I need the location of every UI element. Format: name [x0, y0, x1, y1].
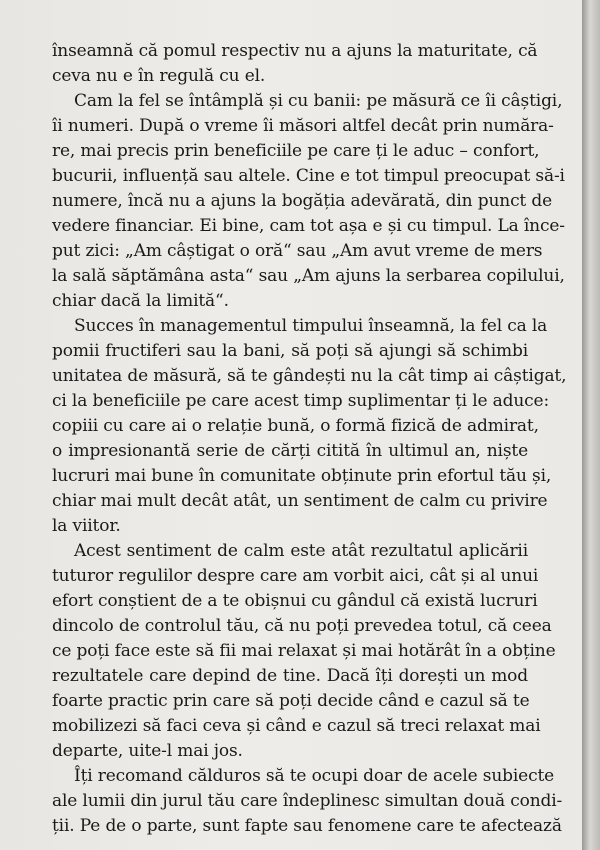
text-line: rezultatele care depind de tine. Dacă îți dorești un mod — [52, 666, 528, 686]
paragraph — [52, 39, 538, 89]
text-line: o impresionantă serie de cărți citită în ultimul an, niște — [52, 441, 528, 461]
text-line: la sală săptămâna asta“ sau „Am ajuns la serbarea copilului, — [52, 266, 565, 286]
text-line: ce poți face este să fii mai relaxat și mai hotărât în a obține — [52, 641, 556, 661]
text-line: bucurii, influență sau altele. Cine e tot timpul preocupat să-i — [52, 166, 565, 186]
paragraph — [52, 764, 563, 839]
text-line: foarte practic prin care să poți decide când e cazul să te — [52, 691, 530, 711]
paragraph — [52, 314, 567, 539]
text-line: chiar dacă la limită“. — [52, 291, 229, 311]
text-line: departe, uite-l mai jos. — [52, 741, 243, 761]
page-edge — [582, 0, 600, 850]
text-line: ții. Pe de o parte, sunt fapte sau fenomene care te afectează — [52, 816, 562, 836]
text-line: put zici: „Am câștigat o oră“ sau „Am avut vreme de mers — [52, 241, 543, 261]
text-line: efort conștient de a te obișnui cu gândul că există lucruri — [52, 591, 538, 611]
text-line: ale lumii din jurul tău care îndeplinesc simultan două condi- — [52, 791, 563, 811]
text-line: Cam la fel se întâmplă și cu banii: pe măsură ce îi câștigi, — [74, 91, 563, 111]
text-line: mobilizezi să faci ceva și când e cazul să treci relaxat mai — [52, 716, 541, 736]
text-line: Îți recomand călduros să te ocupi doar de acele subiecte — [74, 766, 555, 786]
text-line: Succes în managementul timpului înseamnă, la fel ca la — [74, 316, 548, 336]
text-line: copiii cu care ai o relație bună, o formă fizică de admirat, — [52, 416, 539, 436]
text-line: re, mai precis prin beneficiile pe care ți le aduc – confort, — [52, 141, 540, 161]
body-text — [52, 39, 567, 839]
text-line: înseamnă că pomul respectiv nu a ajuns la maturitate, că — [52, 41, 538, 61]
text-line: la viitor. — [52, 516, 121, 536]
text-line: Acest sentiment de calm este atât rezultatul aplicării — [74, 541, 528, 561]
paragraph — [52, 89, 565, 314]
text-line: pomii fructiferi sau la bani, să poți să ajungi să schimbi — [52, 341, 528, 361]
text-line: dincolo de controlul tău, că nu poți prevedea totul, că ceea — [52, 616, 552, 636]
text-line: lucruri mai bune în comunitate obținute prin efortul tău și, — [52, 466, 552, 486]
text-line: tuturor regulilor despre care am vorbit aici, cât și al unui — [52, 566, 539, 586]
paragraph — [52, 539, 556, 764]
text-line: ceva nu e în regulă cu el. — [52, 66, 266, 86]
text-line: unitatea de măsură, să te gândești nu la cât timp ai câștigat, — [52, 366, 567, 386]
text-line: ci la beneficiile pe care acest timp suplimentar ți le aduce: — [52, 391, 550, 411]
text-line: vedere financiar. Ei bine, cam tot așa e și cu timpul. La înce- — [52, 216, 565, 236]
text-line: chiar mai mult decât atât, un sentiment de calm cu privire — [52, 491, 548, 511]
text-line: numere, încă nu a ajuns la bogăția adevărată, din punct de — [52, 191, 553, 211]
text-line: îi numeri. După o vreme îi măsori altfel decât prin număra- — [52, 116, 554, 136]
